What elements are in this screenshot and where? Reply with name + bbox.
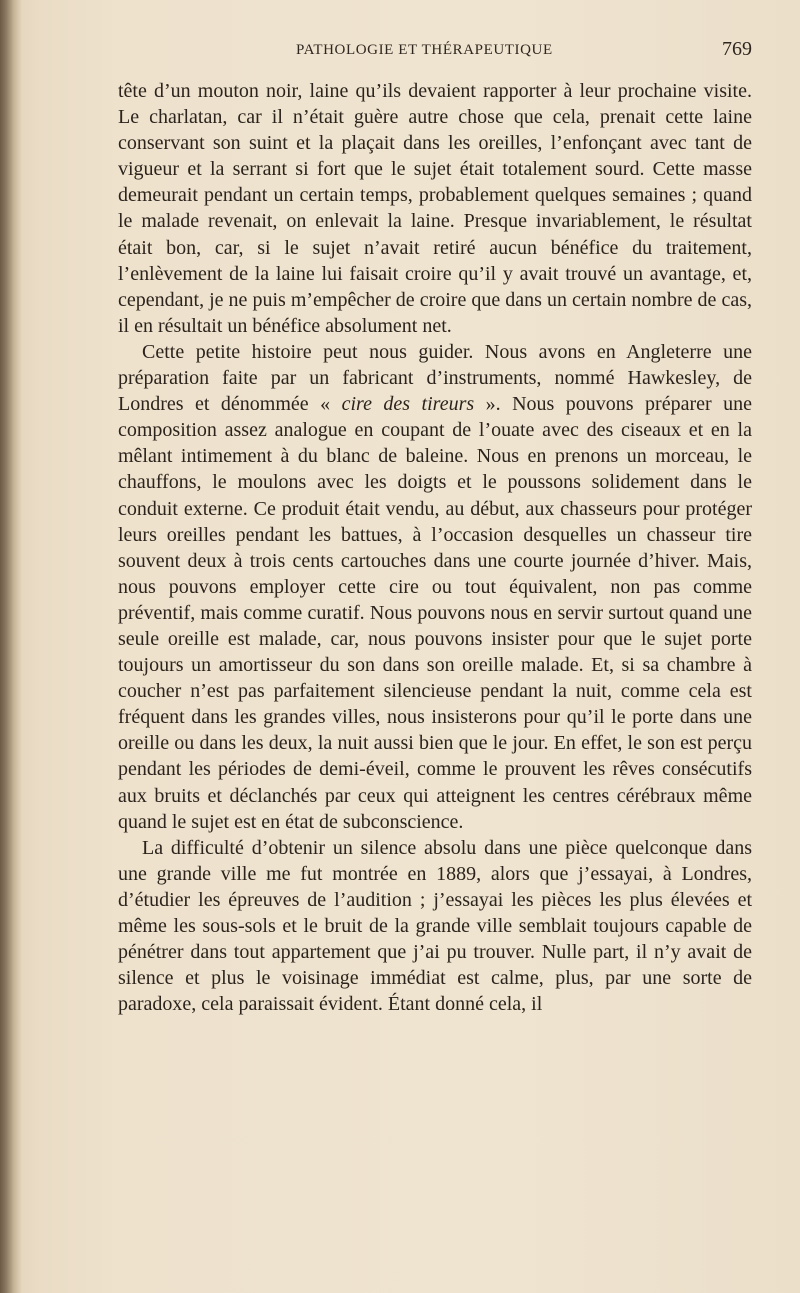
paragraph-2-text-a: Cette petite histoire peut nous guider. Nous avons en Angleterre une préparation faite par un fabricant d’instruments, nommé Hawkesley, de Londres et dénommée « [118, 340, 752, 416]
paragraph-2-text-b: ». Nous pouvons préparer une composition assez analogue en coupant de l’ouate avec des ciseaux et en la mêlant intimement à du blanc de baleine. Nous en prenons un morceau, le chauffons, le moulons avec les doigts et le poussons solidement dans le conduit externe. Ce produit était vendu, au début, aux chasseurs pour protéger leurs oreilles pendant les battues, à l’occasion desquelles un chasseur tire souvent deux à trois cents cartouches dans une courte journée d’hiver. Mais, nous pouvons employer cette cire ou tout équivalent, non pas comme préventif, mais comme curatif. Nous pouvons nous en servir surtout quand une seule oreille est malade, car, nous pouvons insister pour que le sujet porte toujours un amortisseur du son dans son oreille malade. Et, si sa chambre à coucher n’est pas parfaitement silencieuse pendant la nuit, comme cela est fréquent dans les grandes villes, nous insisterons pour qu’il le porte dans une oreille ou dans les deux, la nuit aussi bien que le jour. En effet, le son est perçu pendant les périodes de demi-éveil, comme le prouvent les rêves consécutifs aux bruits et déclanchés par ceux qui atteignent les centres cérébraux même quand le sujet est en état de subconscience. [118, 393, 753, 833]
binding-edge [0, 0, 22, 1293]
paragraph-2 [118, 339, 752, 835]
paragraph-1: tête d’un mouton noir, laine qu’ils devaient rapporter à leur prochaine visite. Le charlatan, car il n’était guère autre chose que cela, prenait cette laine conservant son suint et la plaçait dans les oreilles, l’enfonçant avec tant de vigueur et la serrant si fort que le sujet était totalement sourd. Cette masse demeurait pendant un certain temps, probablement quelques semaines ; quand le malade revenait, on enlevait la laine. Presque invariablement, le résultat était bon, car, si le sujet n’avait retiré aucun bénéfice du traitement, l’enlèvement de la laine lui faisait croire qu’il y avait trouvé un avantage, et, cependant, je ne puis m’empêcher de croire que dans un certain nombre de cas, il en résultait un bénéfice absolument net. [118, 80, 752, 337]
paragraph-3: La difficulté d’obtenir un silence absolu dans une pièce quelconque dans une grande ville me fut montrée en 1889, alors que j’essayai, à Londres, d’étudier les épreuves de l’audition ; j’essayai les pièces les plus élevées et même les sous-sols et le bruit de la grande ville semblait toujours capable de pénétrer dans tout appartement que j’ai pu trouver. Nulle part, il n’y avait de silence et plus le voisinage immédiat est calme, plus, par une sorte de paradoxe, cela paraissait évident. Étant donné cela, il [118, 836, 752, 1016]
body-text [118, 78, 752, 1178]
running-title: PATHOLOGIE ET THÉRAPEUTIQUE [296, 42, 553, 58]
page-number: 769 [722, 38, 752, 60]
paragraph-2-italic-term: cire des tireurs [341, 393, 475, 416]
page-header [118, 38, 752, 68]
